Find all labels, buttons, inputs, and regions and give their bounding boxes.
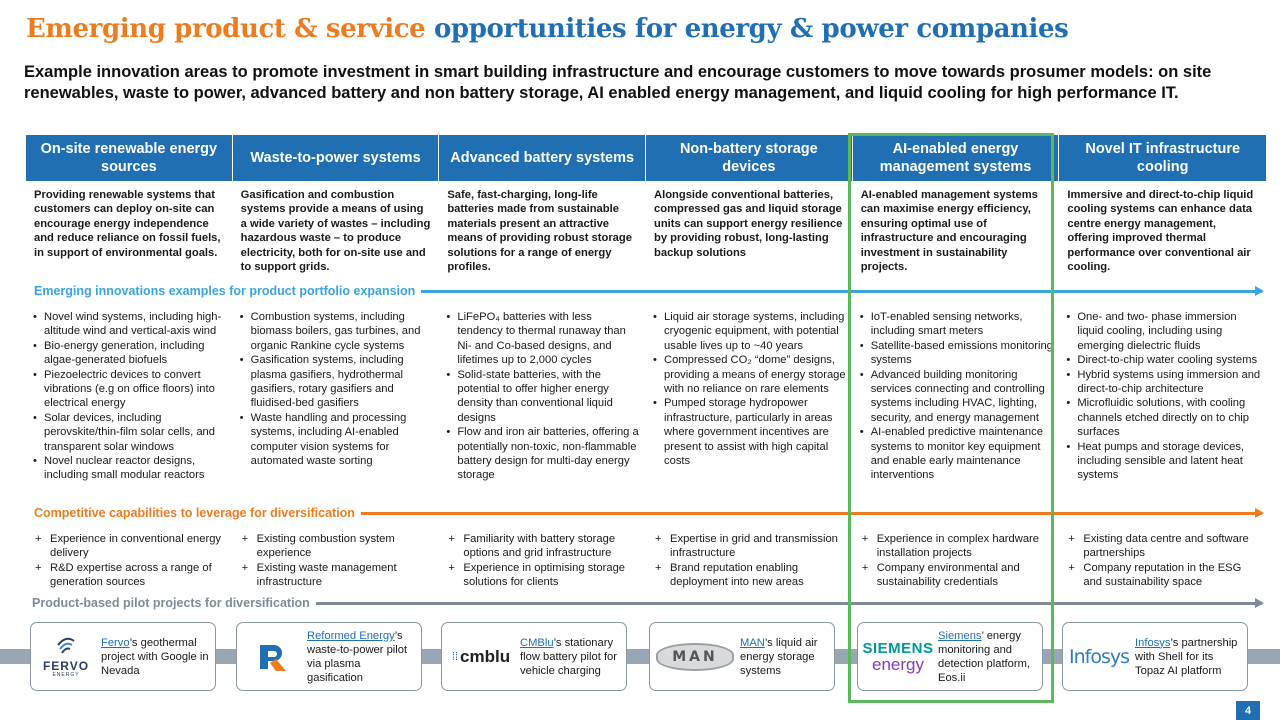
list-item: + Company reputation in the ESG and sustainability space [1067,561,1259,590]
section-label: Product-based pilot projects for diversification [32,596,310,610]
section-pilots [32,596,1262,610]
list-item: + R&D expertise across a range of generation sources [34,561,226,590]
list-item: • Flow and iron air batteries, offering a potentially non-toxic, non-flammable battery design for multi-day energy storage [444,425,640,483]
pilot-card-cmblu [441,622,627,691]
list-item: • Satellite-based emissions monitoring systems [858,339,1054,368]
list-item: + Company environmental and sustainability credentials [861,561,1053,590]
capabilities-list [861,532,1053,590]
list-item: • Novel nuclear reactor designs, including small modular reactors [31,454,227,483]
arrow-right-icon [361,512,1262,515]
list-item: • Piezoelectric devices to convert vibrations (e.g on office floors) into electrical energy [31,368,227,411]
logo-text: FERVO [42,659,90,673]
pilot-text: Reformed Energy’s waste-to-power pilot via plasma gasification [307,629,408,684]
column-description: AI-enabled management systems can maximise energy efficiency, ensuring optimal use of infrastructure and encouraging investment in sustainability projects. [860,189,1038,274]
list-item: + Experience in conventional energy delivery [34,532,226,561]
pilot-card-reformed-energy [236,622,422,691]
pilot-text: Infosys’s partnership with Shell for its Topaz AI platform [1135,636,1238,677]
reformed-energy-logo-icon [237,626,307,688]
column-description: Safe, fast-charging, long-life batteries made from sustainable materials present an attractive means of providing robust storage solutions for a range of energy profiles. [447,189,632,274]
cmblu-logo-icon: ⁞⁞ cmblu [451,646,511,666]
pilot-link[interactable]: Reformed Energy [307,629,395,642]
innovations-list [238,310,434,468]
section-label: Competitive capabilities to leverage for diversification [34,506,355,520]
list-item: • Microfluidic solutions, with cooling channels etched directly on to chip surfaces [1064,396,1260,439]
list-item: + Existing combustion system experience [241,532,433,561]
pilot-text: Siemens’ energy monitoring and detection platform, Eos.ii [938,629,1031,684]
column-description: Gasification and combustion systems provide a means of using a wide variety of wastes – including hazardous waste – to produce electricity, both for on-site use and to support grids. [240,189,431,274]
pilot-card-infosys [1062,622,1248,691]
column-header: On-site renewable energy sources [26,135,233,181]
column-header: Waste-to-power systems [233,135,440,181]
column-header: AI-enabled energy management systems [853,135,1060,181]
list-item: • Waste handling and processing systems, including AI-enabled computer vision systems for automated waste sorting [238,411,434,469]
page-title: Emerging product & service opportunities for energy & power companies [26,14,1069,44]
pilot-card-man [649,622,835,691]
column-non-battery-storage [646,135,853,589]
list-item: • Novel wind systems, including high-altitude wind and vertical-axis wind [31,310,227,339]
infosys-logo-icon [1063,626,1135,688]
list-item: • Solid-state batteries, with the potential to offer higher energy density than conventional liquid designs [444,368,640,426]
siemens-energy-logo-icon [858,626,938,688]
list-item: • Combustion systems, including biomass boilers, gas turbines, and organic Rankine cycle systems [238,310,434,353]
arrow-right-icon [316,602,1262,605]
capabilities-list [241,532,433,590]
list-item: • Compressed CO₂ “dome” designs, providing a means of energy storage with no reliance on rare elements [651,353,847,396]
man-logo-icon [650,626,740,688]
capabilities-list [447,532,639,590]
fervo-swirl-icon [54,635,78,655]
list-item: + Existing data centre and software partnerships [1067,532,1259,561]
column-it-cooling [1059,135,1266,589]
logo-subtext: ENERGY [52,672,80,678]
page-subtitle: Example innovation areas to promote investment in smart building infrastructure and encourage customers to move towards prosumer models: on site renewables, waste to power, advanced battery and non battery storage, AI enabled energy management, and liquid cooling for high performance IT. [24,63,1212,102]
pilot-card-fervo [30,622,216,691]
logo-subtext: energy [872,654,924,674]
column-description: Providing renewable systems that customers can deploy on-site can encourage energy independence and reduce reliance on fossil fuels, in support of environmental goals. [34,189,221,259]
innovations-list [1064,310,1260,483]
list-item: • LiFePO₄ batteries with less tendency to thermal runaway than Ni- and Co-based designs, and lifetimes up to 2,000 cycles [444,310,640,368]
logo-text: Infosys [1068,645,1129,668]
capabilities-list [654,532,846,590]
capabilities-list [1067,532,1259,590]
list-item: • Bio-energy generation, including algae-generated biofuels [31,339,227,368]
innovations-list [858,310,1054,483]
pilot-card-siemens [857,622,1043,691]
list-item: + Expertise in grid and transmission infrastructure [654,532,846,561]
list-item: + Familiarity with battery storage options and grid infrastructure [447,532,639,561]
innovations-list [444,310,640,483]
column-waste-to-power [233,135,440,589]
list-item: • Direct-to-chip water cooling systems [1064,353,1260,367]
pilot-link[interactable]: CMBlu [520,636,554,649]
section-innovations [34,284,1262,298]
list-item: + Brand reputation enabling deployment into new areas [654,561,846,590]
pilot-link[interactable]: Infosys [1135,636,1171,649]
column-header: Advanced battery systems [439,135,646,181]
column-header: Novel IT infrastructure cooling [1059,135,1266,181]
section-capabilities [34,506,1262,520]
logo-text: SIEMENS [862,639,934,657]
list-item: + Experience in complex hardware installation projects [861,532,1053,561]
column-ai-energy-management [853,135,1060,589]
column-description: Alongside conventional batteries, compressed gas and liquid storage units can support energy resilience by providing robust, long-lasting backup solutions [654,189,843,259]
innovations-list [651,310,847,468]
pilot-text: CMBlu’s stationary flow battery pilot for vehicle charging [520,636,618,677]
list-item: • Liquid air storage systems, including cryogenic equipment, with potential usable lives up to ~40 years [651,310,847,353]
list-item: • Heat pumps and storage devices, including sensible and latent heat systems [1064,440,1260,483]
pilot-text: MAN’s liquid air energy storage systems [740,636,818,677]
arrow-right-icon [421,290,1262,293]
list-item: + Existing waste management infrastructure [241,561,433,590]
pilot-link[interactable]: Fervo [101,636,130,649]
list-item: • IoT-enabled sensing networks, including smart meters [858,310,1054,339]
pilot-link[interactable]: MAN [740,636,765,649]
fervo-logo-icon [31,626,101,688]
pilot-link[interactable]: Siemens [938,629,982,642]
list-item: • Pumped storage hydropower infrastructure, particularly in areas where government incentives are present to assist with high capital costs [651,396,847,468]
list-item: + Experience in optimising storage solutions for clients [447,561,639,590]
column-advanced-battery [439,135,646,589]
capabilities-list [34,532,226,590]
section-label: Emerging innovations examples for product portfolio expansion [34,284,416,298]
list-item: • Gasification systems, including plasma gasifiers, hydrothermal gasifiers, rotary gasifiers and fluidised-bed gasifiers [238,353,434,411]
list-item: • One- and two- phase immersion liquid cooling, including using emerging dielectric fluids [1064,310,1260,353]
pilot-text: Fervo’s geothermal project with Google in Nevada [101,636,209,677]
column-description: Immersive and direct-to-chip liquid cooling systems can enhance data centre energy management, offering improved thermal performance over conventional air cooling. [1067,189,1254,274]
page-number: 4 [1236,701,1260,720]
list-item: • Hybrid systems using immersion and direct-to-chip architecture [1064,368,1260,397]
logo-text: MAN [672,648,718,665]
logo-text: cmblu [460,646,511,666]
column-header: Non-battery storage devices [646,135,853,181]
list-item: • Advanced building monitoring services connecting and controlling systems including HVAC, lighting, security, and energy management [858,368,1054,426]
list-item: • Solar devices, including perovskite/thin-film solar cells, and transparent solar windows [31,411,227,454]
list-item: • AI-enabled predictive maintenance systems to monitor key equipment and enable early maintenance interventions [858,425,1054,483]
innovations-list [31,310,227,483]
